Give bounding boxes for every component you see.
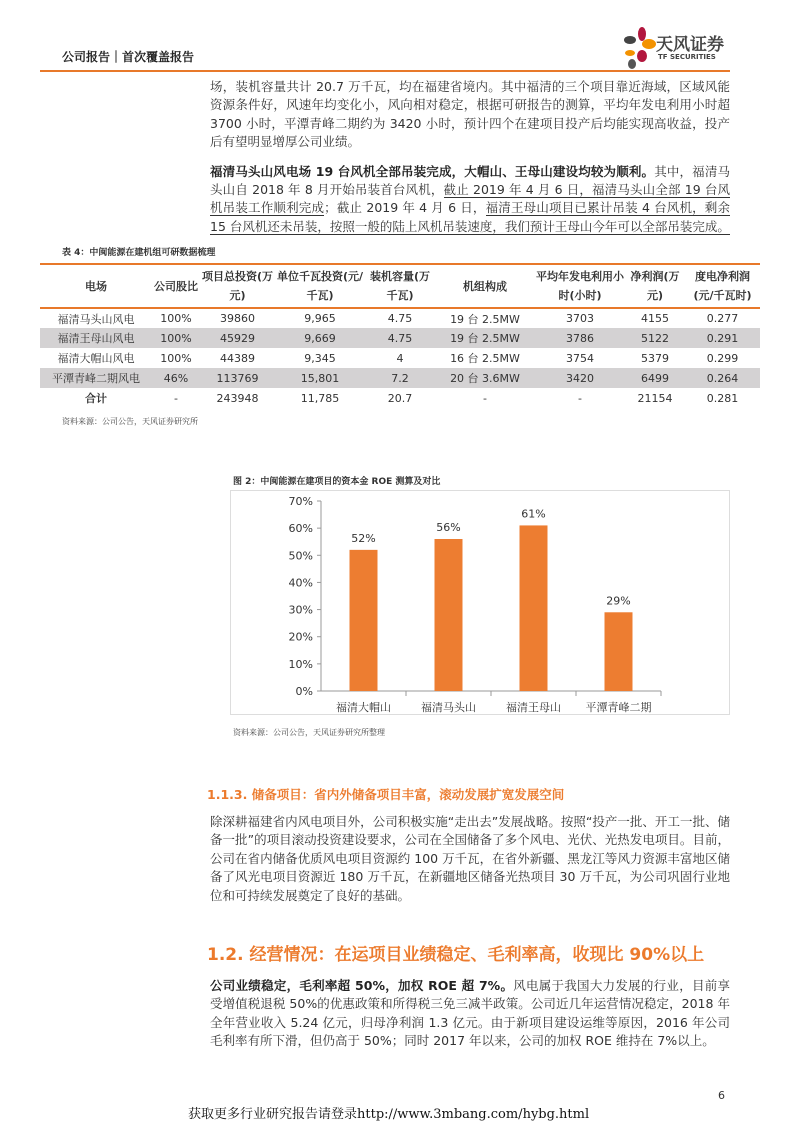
column-header: 机组构成 (463, 279, 507, 293)
table-cell: 45929 (220, 331, 255, 345)
table-cell: 100% (160, 351, 192, 365)
table-cell: 20 台 3.6MW (450, 372, 520, 386)
para-text: 其中，福清马头山自 2018 年 8 月开始吊装首台风机， (210, 163, 730, 198)
project-data-table (40, 263, 760, 408)
data-label: 61% (521, 507, 546, 521)
paragraph-projects: 场，装机容量共计 20.7 万千瓦，均在福建省境内。其中福清的三个项目靠近海域，区域风能资源条件好，风速年均变化小，风向相对稳定，根据可研报告的测算，平均年发电利用小时超 3700 小时，平潭青峰二期约为 3420 小时，预计四个在建项目投产后均能实现高收益，投产后有望明显增厚公司业绩。 (210, 79, 730, 150)
paragraph-operations (210, 977, 730, 1051)
table-cell: 0.291 (706, 331, 739, 345)
y-tick-label: 50% (288, 549, 313, 563)
column-header: 净利润(万元) (630, 270, 680, 303)
footer-link[interactable]: 获取更多行业研究报告请登录http://www.3mbang.com/hybg.html (188, 1107, 590, 1122)
y-tick-label: 20% (288, 630, 313, 644)
report-header: 公司报告｜首次覆盖报告 (62, 50, 195, 64)
column-header: 装机容量(万千瓦) (369, 270, 431, 303)
table-cell: 平潭青峰二期风电 (52, 372, 140, 386)
table-cell: 福清大帽山风电 (57, 352, 135, 366)
column-header: 单位千瓦投资(元/千瓦) (276, 270, 364, 303)
bar (520, 525, 548, 691)
chart-source: 资料来源：公司公告，天风证券研究所整理 (233, 728, 385, 737)
y-tick-label: 70% (288, 495, 313, 508)
table-cell: 福清马头山风电 (57, 312, 135, 326)
y-tick-label: 0% (295, 685, 313, 698)
table-cell: - (578, 391, 582, 405)
x-tick-label: 福清马头山 (421, 701, 476, 714)
table-cell: 4.75 (387, 312, 413, 326)
table-cell: 5122 (641, 331, 669, 345)
data-label: 52% (351, 531, 376, 545)
column-header: 电场 (85, 279, 107, 293)
header-divider (40, 70, 730, 72)
table-cell: 0.281 (706, 391, 739, 405)
data-label: 29% (606, 594, 631, 608)
para-underlined: 截止 2019 年 4 月 6 日，福清马头山全部 19 台风机吊装工作顺利完成 (210, 182, 730, 216)
para-underlined: 福清王母山项目已累计吊装 4 台风机，剩余 15 台风机还未吊装，按照一般的陆上风机吊装速度，我们预计王母山今年可以全部吊装完成。 (210, 200, 730, 234)
table-cell: - (174, 391, 178, 405)
tf-securities-logo (622, 26, 732, 70)
table-cell: 20.7 (387, 391, 413, 405)
table-cell: 16 台 2.5MW (450, 352, 520, 366)
table-row (40, 308, 760, 328)
y-tick-label: 60% (288, 522, 313, 536)
table-cell: 0.299 (706, 351, 739, 365)
chart-frame (230, 490, 730, 715)
table-cell: 7.2 (391, 371, 409, 385)
table-cell: 0.264 (706, 371, 739, 385)
table-cell: 3754 (566, 351, 594, 365)
y-tick-label: 10% (288, 657, 313, 671)
table-cell: 3786 (566, 331, 594, 345)
table-cell: 100% (160, 312, 192, 326)
table-cell: 6499 (641, 371, 669, 385)
table-cell: 46% (163, 371, 189, 385)
para-bold-lead: 福清马头山风电场 19 台风机全部吊装完成，大帽山、王母山建设均较为顺利。 (210, 163, 655, 179)
table-cell: 243948 (216, 391, 259, 405)
table-cell: 113769 (216, 371, 259, 385)
bar (435, 539, 463, 691)
x-tick-label: 福清大帽山 (336, 701, 391, 714)
column-header: 平均年发电利用小时(小时) (536, 270, 624, 303)
table-cell: 100% (160, 331, 192, 345)
table-cell: 3420 (566, 371, 594, 385)
table-cell: 3703 (566, 312, 594, 326)
table-cell: 4.75 (387, 331, 413, 345)
section-heading-1-1-3: 1.1.3. 储备项目：省内外储备项目丰富，滚动发展扩宽发展空间 (207, 787, 565, 802)
y-tick-label: 30% (288, 603, 313, 617)
table-row (40, 328, 760, 348)
column-header: 度电净利润(元/千瓦时) (693, 270, 752, 303)
chart-title: 图 2：中闽能源在建项目的资本金 ROE 测算及对比 (233, 477, 441, 487)
bar (350, 550, 378, 691)
top-content-flow (40, 78, 760, 427)
table-cell: 合计 (85, 392, 107, 406)
table-cell: 0.277 (706, 312, 739, 326)
table-cell: 11,785 (300, 391, 340, 405)
roe-bar-chart (231, 491, 731, 716)
table-cell: 福清王母山风电 (57, 332, 135, 346)
x-tick-label: 平潭青峰二期 (585, 701, 652, 714)
table-cell: 44389 (220, 351, 255, 365)
table-cell: 19 台 2.5MW (450, 312, 520, 326)
table-cell: 9,669 (304, 331, 336, 345)
section-heading-1-2: 1.2. 经营情况：在运项目业绩稳定、毛利率高，收现比 90%以上 (207, 945, 705, 965)
logo-text-en: TF SECURITIES (658, 53, 716, 61)
logo-text-cn: 天风证券 (656, 35, 724, 55)
table-source: 资料来源：公司公告，天风证券研究所 (62, 417, 198, 427)
column-header: 项目总投资(万元) (201, 270, 274, 303)
table-row (40, 348, 760, 368)
data-label: 56% (436, 521, 461, 534)
table-cell: 21154 (637, 391, 673, 405)
table-cell: 15,801 (300, 371, 340, 385)
logo-flower-icon (622, 26, 656, 70)
table-cell: 39860 (220, 312, 255, 326)
table-caption: 表 4：中闽能源在建机组可研数据梳理 (62, 248, 216, 259)
table-row (40, 368, 760, 388)
para-text: 风电属于我国大力发展的行业，目前享受增值税退税 50%的优惠政策和所得税三免三减半政策。公司近几年运营情况稳定，2018 年全年营业收入 5.24 亿元，归母净利润 1.3 亿元。由于新项目建设运维等原因，2016 年公司毛利率有所下滑，但仍高于 50%；同时 2017 年以来，公司的加权 ROE 维持在 7%以上。 (210, 978, 730, 1049)
page-number: 6 (718, 1089, 725, 1102)
table-cell: 9,965 (304, 312, 336, 326)
table-cell: - (483, 391, 487, 405)
para-bold-lead: 公司业绩稳定，毛利率超 50%，加权 ROE 超 7%。 (210, 978, 514, 993)
bar (605, 612, 633, 691)
x-tick-label: 福清王母山 (506, 701, 561, 714)
table-cell: 19 台 2.5MW (450, 332, 520, 346)
paragraph-progress (210, 163, 730, 237)
table-cell: 4 (396, 351, 404, 365)
para-text: ；截止 2019 年 4 月 6 日， (324, 200, 486, 216)
table-cell: 4155 (641, 312, 669, 326)
column-header: 公司股比 (154, 279, 198, 293)
total-row (40, 388, 760, 408)
y-tick-label: 40% (288, 576, 313, 590)
table-cell: 9,345 (304, 351, 336, 365)
table-cell: 5379 (641, 351, 669, 365)
paragraph-reserve: 除深耕福建省内风电项目外，公司积极实施“走出去”发展战略。按照“投产一批、开工一批、储备一批”的项目滚动投资建设要求，公司在全国储备了多个风电、光伏、光热发电项目。目前，公司在省内储备优质风电项目资源约 100 万千瓦，在省外新疆、黑龙江等风力资源丰富地区储备了风光电项目资源近 180 万千瓦，在新疆地区储备光热项目 30 万千瓦，为公司巩固行业地位和可持续发展奠定了良好的基础。 (210, 814, 730, 903)
